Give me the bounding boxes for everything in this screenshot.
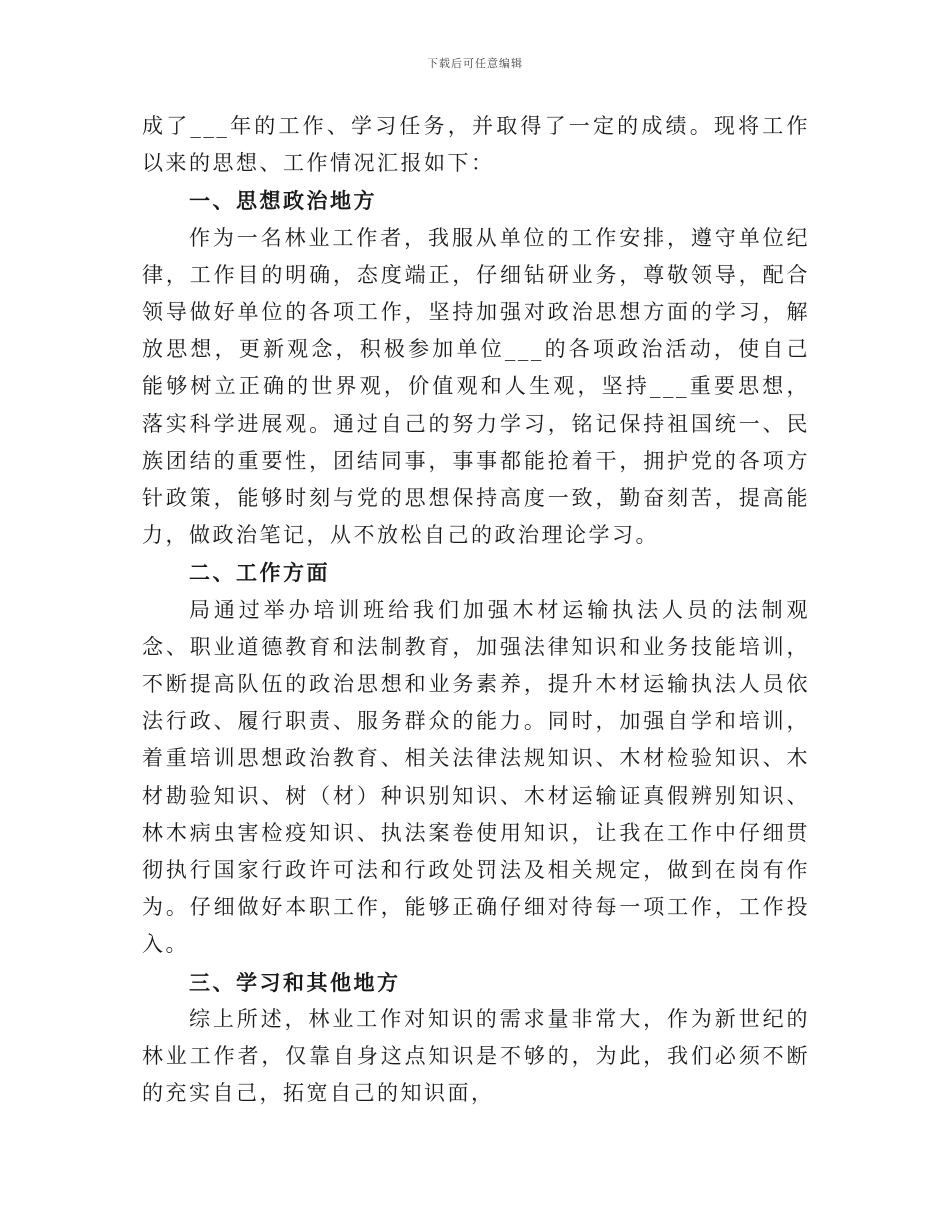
document-body bbox=[142, 108, 810, 1112]
section-body-politics: 作为一名林业工作者，我服从单位的工作安排，遵守单位纪律，工作目的明确，态度端正，仔细钻研业务，尊敬领导，配合领导做好单位的各项工作，坚持加强对政治思想方面的学习，解放思想，更新观念，积极参加单位___的各项政治活动，使自己能够树立正确的世界观，价值观和人生观，坚持___重要思想，落实科学进展观。通过自己的努力学习，铭记保持祖国统一、民族团结的重要性，团结同事，事事都能抢着干，拥护党的各项方针政策，能够时刻与党的思想保持高度一致，勤奋刻苦，提高能力，做政治笔记，从不放松自己的政治理论学习。 bbox=[142, 225, 810, 548]
header-note: 下载后可任意编辑 bbox=[427, 57, 523, 70]
section-heading-study: 三、学习和其他地方 bbox=[189, 969, 401, 995]
intro-paragraph: 成了___年的工作、学习任务，并取得了一定的成绩。现将工作以来的思想、工作情况汇报如下： bbox=[142, 114, 810, 176]
section-body-study: 综上所述，林业工作对知识的需求量非常大，作为新世纪的林业工作者，仅靠自身这点知识是不够的，为此，我们必须不断的充实自己，拓宽自己的知识面， bbox=[142, 1006, 810, 1106]
section-heading-work: 二、工作方面 bbox=[189, 560, 330, 586]
section-body-work: 局通过举办培训班给我们加强木材运输执法人员的法制观念、职业道德教育和法制教育，加强法律知识和业务技能培训，不断提高队伍的政治思想和业务素养，提升木材运输执法人员依法行政、履行职责、服务群众的能力。同时，加强自学和培训，着重培训思想政治教育、相关法律法规知识、木材检验知识、木材勘验知识、树（材）种识别知识、木材运输证真假辨别知识、林木病虫害检疫知识、执法案卷使用知识，让我在工作中仔细贯彻执行国家行政许可法和行政处罚法及相关规定，做到在岗有作为。仔细做好本职工作，能够正确仔细对待每一项工作，工作投入。 bbox=[142, 597, 810, 957]
section-heading-politics: 一、思想政治地方 bbox=[189, 188, 377, 214]
